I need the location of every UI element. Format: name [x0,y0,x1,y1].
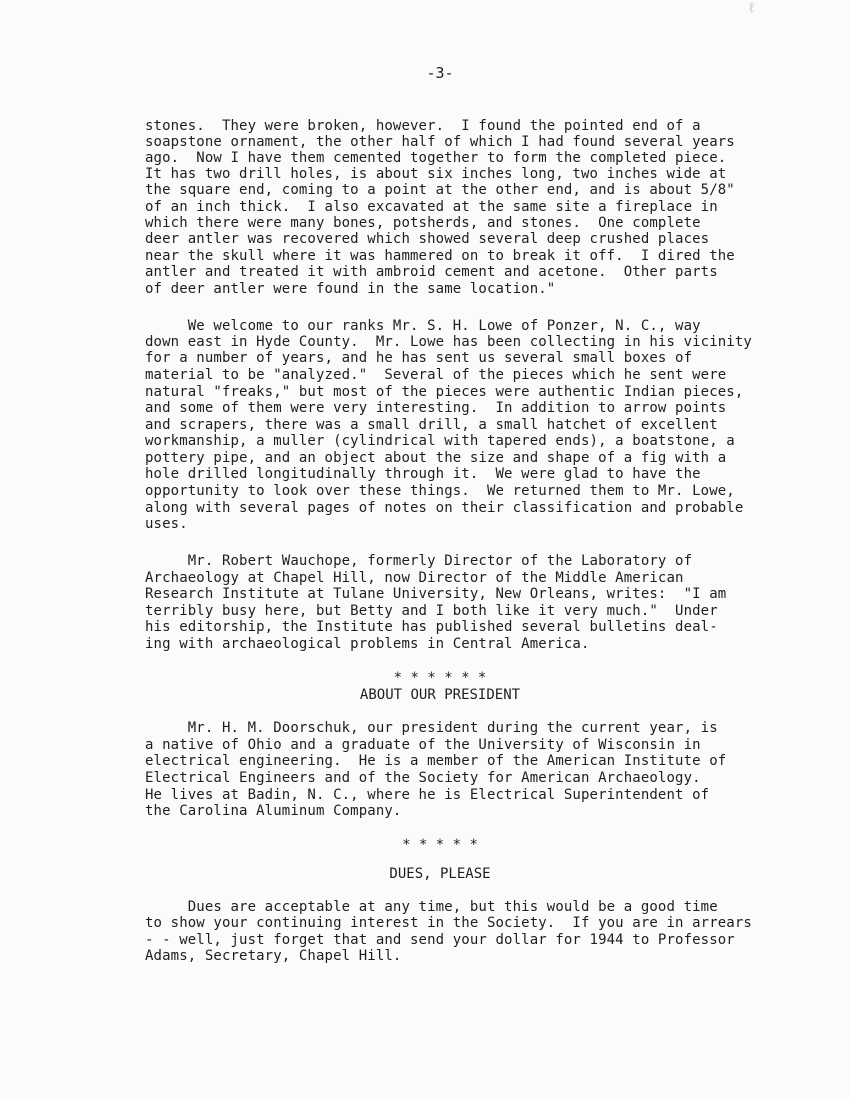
text-line: Electrical Engineers and of the Society for American Archaeology. [145,770,701,786]
text-line: down east in Hyde County. Mr. Lowe has been collecting in his vicinity [145,334,752,350]
text-line: a native of Ohio and a graduate of the University of Wisconsin in [145,737,701,753]
text-line: ago. Now I have them cemented together to form the completed piece. [145,150,727,166]
page-number: -3- [426,64,454,82]
text-line: and scrapers, there was a small drill, a small hatchet of excellent [145,417,718,433]
text-line: Adams, Secretary, Chapel Hill. [145,948,402,964]
text-line: the square end, coming to a point at the other end, and is about 5/8" [145,182,735,198]
text-line: to show your continuing interest in the Society. If you are in arrears [145,915,752,931]
text-line: soapstone ornament, the other half of which I had found several years [145,134,735,150]
text-line: for a number of years, and he has sent us several small boxes of [145,350,693,366]
text-line: deer antler was recovered which showed several deep crushed places [145,231,710,247]
text-line: which there were many bones, potsherds, and stones. One complete [145,215,701,231]
text-line: natural "freaks," but most of the pieces were authentic Indian pieces, [145,384,744,400]
section-separator: * * * * * * [393,670,487,686]
text-line: terribly busy here, but Betty and I both like it very much." Under [145,603,718,619]
text-line: Mr. H. M. Doorschuk, our president during the current year, is [145,720,718,736]
text-line: of an inch thick. I also excavated at the same site a fireplace in [145,199,718,215]
text-line: of deer antler were found in the same location." [145,281,556,297]
text-line: pottery pipe, and an object about the size and shape of a fig with a [145,450,727,466]
text-line: uses. [145,516,188,532]
heading-about-our-president: ABOUT OUR PRESIDENT [359,687,521,703]
text-line: hole drilled longitudinally through it. We were glad to have the [145,466,701,482]
text-line: Research Institute at Tulane University, New Orleans, writes: "I am [145,586,727,602]
text-line: We welcome to our ranks Mr. S. H. Lowe of Ponzer, N. C., way [145,318,701,334]
text-line: opportunity to look over these things. We returned them to Mr. Lowe, [145,483,735,499]
text-line: and some of them were very interesting. In addition to arrow points [145,400,727,416]
text-line: near the skull where it was hammered on to break it off. I dired the [145,248,735,264]
text-line: his editorship, the Institute has published several bulletins deal- [145,619,718,635]
text-line: antler and treated it with ambroid cement and acetone. Other parts [145,264,718,280]
heading-dues-please: DUES, PLEASE [389,866,491,882]
text-line: ing with archaeological problems in Central America. [145,636,590,652]
text-line: electrical engineering. He is a member of the American Institute of [145,753,727,769]
section-separator: * * * * * [402,837,478,853]
text-line: Mr. Robert Wauchope, formerly Director of the Laboratory of [145,553,693,569]
text-line: He lives at Badin, N. C., where he is Electrical Superintendent of [145,787,710,803]
text-line: stones. They were broken, however. I found the pointed end of a [145,118,701,134]
text-line: - - well, just forget that and send your dollar for 1944 to Professor [145,932,735,948]
corner-pencil-mark: ℓ [748,0,755,16]
text-line: material to be "analyzed." Several of the pieces which he sent were [145,367,727,383]
text-line: Archaeology at Chapel Hill, now Director of the Middle American [145,570,684,586]
text-line: along with several pages of notes on their classification and probable [145,500,744,516]
text-line: It has two drill holes, is about six inches long, two inches wide at [145,166,727,182]
text-line: the Carolina Aluminum Company. [145,803,402,819]
text-line: workmanship, a muller (cylindrical with tapered ends), a boatstone, a [145,433,735,449]
text-line: Dues are acceptable at any time, but this would be a good time [145,899,718,915]
